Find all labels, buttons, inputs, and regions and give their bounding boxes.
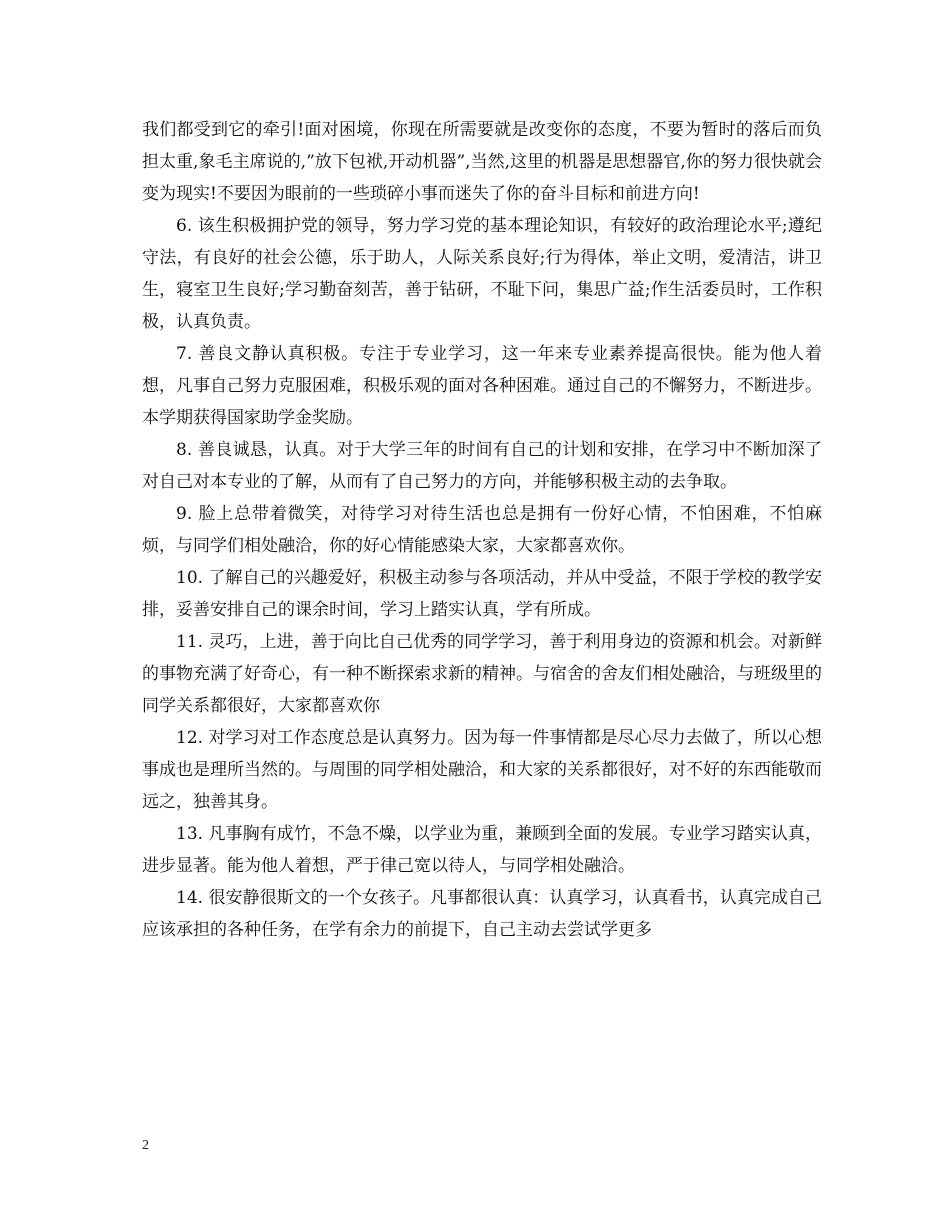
paragraph-item-14: 14. 很安静很斯文的一个女孩子。凡事都很认真：认真学习，认真看书，认真完成自己应该承担的各种任务，在学有余力的前提下，自己主动去尝试学更多 [142, 888, 822, 940]
paragraph-item-12: 12. 对学习对工作态度总是认真努力。因为每一件事情都是尽心尽力去做了，所以心想事成也是理所当然的。与周围的同学相处融洽，和大家的关系都很好，对不好的东西能敬而远之，独善其身。 [142, 728, 822, 812]
paragraph-continuation: 我们都受到它的牵引!面对困境，你现在所需要就是改变你的态度，不要为暂时的落后而负担太重,象毛主席说的,”放下包袱,开动机器”,当然,这里的机器是思想器官,你的努力很快就会变为现实!不要因为眼前的一些琐碎小事而迷失了你的奋斗目标和前进方向! [142, 120, 822, 204]
paragraph-item-8: 8. 善良诚恳，认真。对于大学三年的时间有自己的计划和安排，在学习中不断加深了对自己对本专业的了解，从而有了自己努力的方向，并能够积极主动的去争取。 [142, 440, 822, 492]
paragraph-item-9: 9. 脸上总带着微笑，对待学习对待生活也总是拥有一份好心情，不怕困难，不怕麻烦，与同学们相处融洽，你的好心情能感染大家，大家都喜欢你。 [142, 504, 822, 556]
paragraph-item-11: 11. 灵巧，上进，善于向比自己优秀的同学学习，善于利用身边的资源和机会。对新鲜的事物充满了好奇心，有一种不断探索求新的精神。与宿舍的舍友们相处融洽，与班级里的同学关系都很好，大家都喜欢你 [142, 632, 822, 716]
paragraph-item-7: 7. 善良文静认真积极。专注于专业学习，这一年来专业素养提高很快。能为他人着想，凡事自己努力克服困难，积极乐观的面对各种困难。通过自己的不懈努力，不断进步。本学期获得国家助学金奖励。 [142, 344, 822, 428]
paragraph-item-6: 6. 该生积极拥护党的领导，努力学习党的基本理论知识，有较好的政治理论水平;遵纪守法，有良好的社会公德，乐于助人，人际关系良好;行为得体，举止文明，爱清洁，讲卫生，寝室卫生良好;学习勤奋刻苦，善于钻研，不耻下问，集思广益;作生活委员时，工作积极，认真负责。 [142, 216, 822, 332]
paragraph-item-10: 10. 了解自己的兴趣爱好，积极主动参与各项活动，并从中受益，不限于学校的教学安排，妥善安排自己的课余时间，学习上踏实认真，学有所成。 [142, 568, 822, 620]
paragraph-item-13: 13. 凡事胸有成竹，不急不燥，以学业为重，兼顾到全面的发展。专业学习踏实认真，进步显著。能为他人着想，严于律己宽以待人，与同学相处融洽。 [142, 824, 822, 876]
body-text [142, 114, 822, 946]
page-number: 2 [142, 1138, 149, 1153]
